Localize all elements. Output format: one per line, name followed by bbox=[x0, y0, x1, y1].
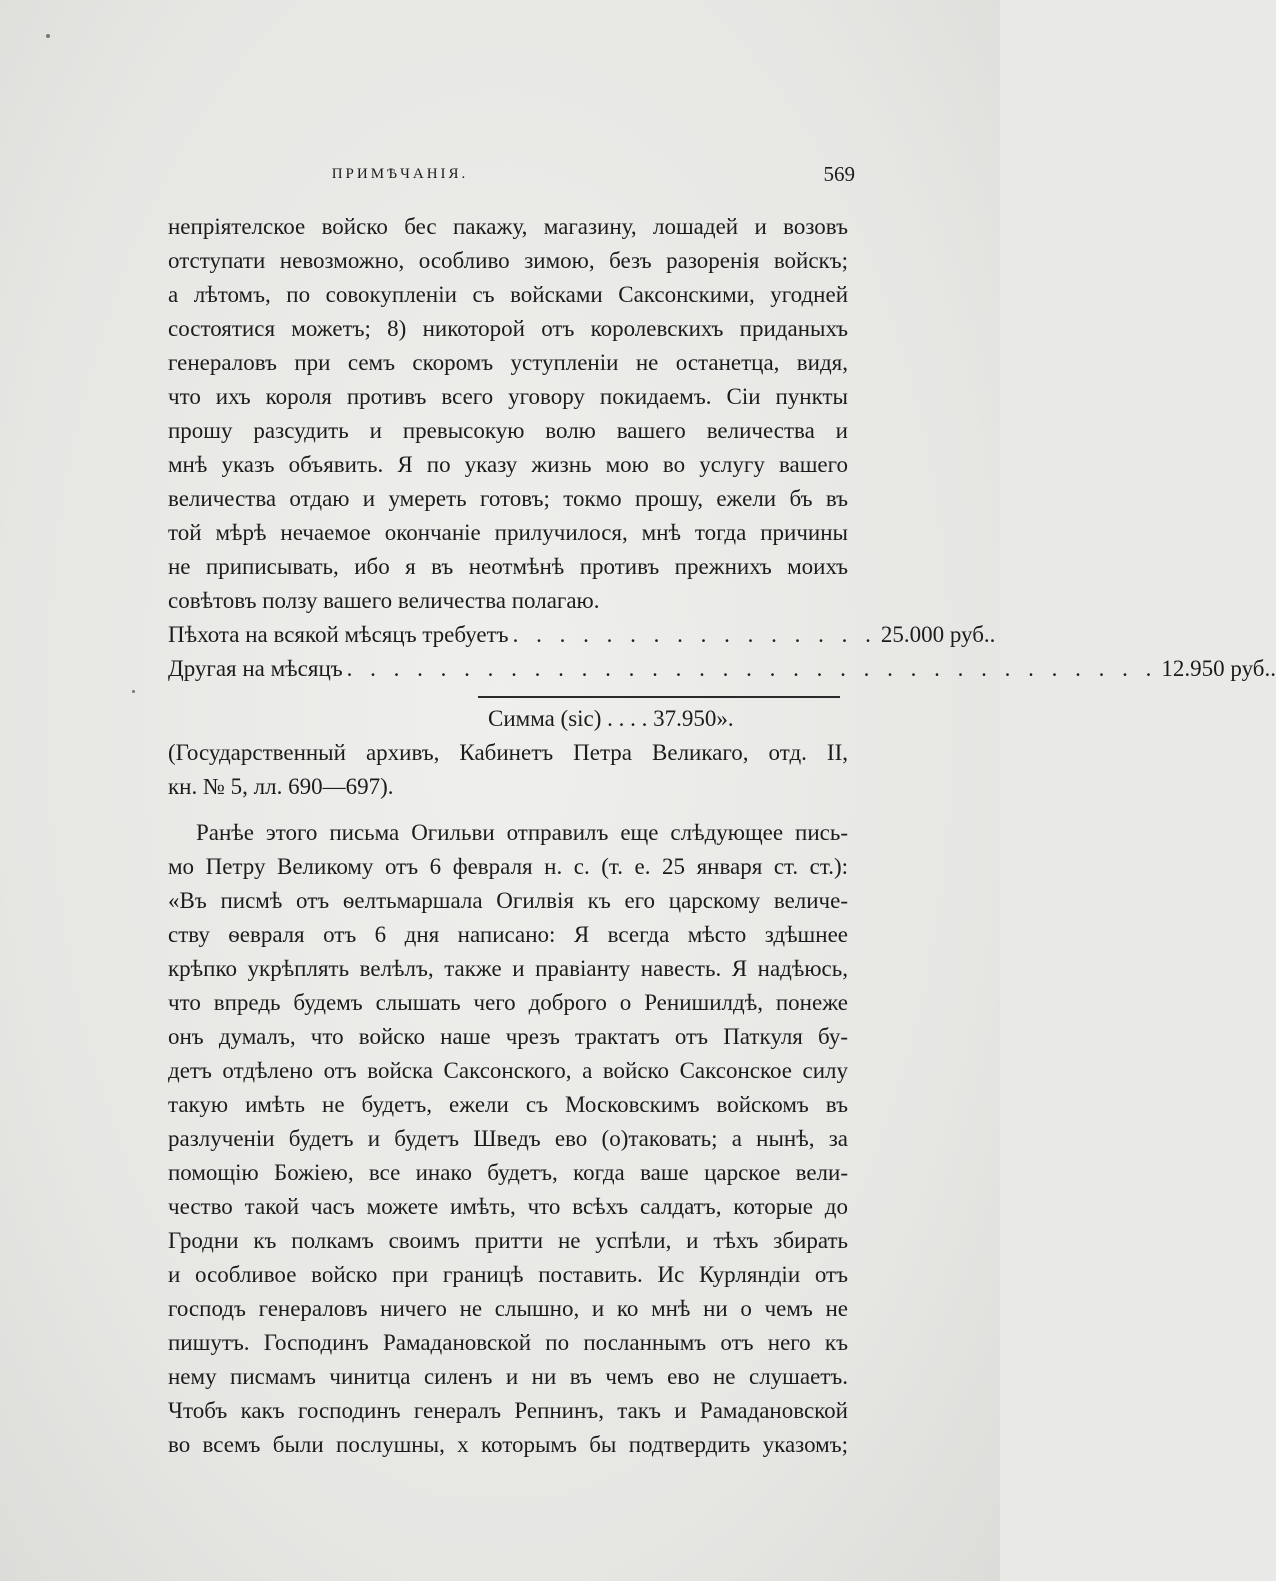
text-line: крѣпко укрѣплять велѣлъ, также и правіанту навесть. Я надѣюсь, bbox=[168, 956, 848, 981]
text-line: пишутъ. Господинъ Рамадановской по посланнымъ отъ него къ bbox=[168, 1330, 848, 1355]
text-line: отступати невозможно, особливо зимою, безъ разоренія войскъ; bbox=[168, 248, 848, 273]
leader-dots: . . . . . . . . . . . . . . . . . . . . . . . . . . . . . . . . . . . bbox=[346, 656, 1158, 681]
text-line: той мѣрѣ нечаемое окончаніе прилучилося, мнѣ тогда причины bbox=[168, 520, 848, 545]
text-line: онъ думалъ, что войско наше чрезъ трактатъ отъ Паткуля бу- bbox=[168, 1024, 848, 1049]
tally-label: Пѣхота на всякой мѣсяцъ требуетъ bbox=[168, 622, 509, 647]
running-head bbox=[175, 160, 855, 190]
text-line: разлученіи будетъ и будетъ Шведъ ево (о)таковать; а нынѣ, за bbox=[168, 1126, 848, 1151]
text-line: детъ отдѣлено отъ войска Саксонского, а войско Саксонское силу bbox=[168, 1058, 848, 1083]
archive-citation bbox=[168, 736, 848, 804]
text-line: совѣтовъ ползу вашего величества полагаю. bbox=[168, 588, 600, 613]
text-line: во всемъ были послушны, х которымъ бы подтвердить указомъ; bbox=[168, 1432, 848, 1457]
text-line: состоятися можетъ; 8) никоторой отъ королевскихъ приданыхъ bbox=[168, 316, 848, 341]
paragraph-2 bbox=[168, 816, 848, 1462]
paragraph-1 bbox=[168, 210, 848, 618]
leader-dots: . . . . . . . . . . . . . . . . bbox=[512, 622, 877, 647]
tally-row bbox=[168, 652, 1276, 686]
text-line: Гродни къ полкамъ своимъ притти не успѣли, и тѣхъ збирать bbox=[168, 1228, 848, 1253]
text-line: такую имѣть не будетъ, ежели съ Московскимъ войскомъ въ bbox=[168, 1092, 848, 1117]
text-line: мо Петру Великому отъ 6 февраля н. с. (т. е. 25 января ст. ст.): bbox=[168, 854, 848, 879]
text-line: генераловъ при семъ скоромъ уступленіи не останетца, видя, bbox=[168, 350, 848, 375]
text-line: Чтобъ какъ господинъ генералъ Репнинъ, такъ и Рамадановской bbox=[168, 1398, 848, 1423]
text-line: непріятелское войско бес пакажу, магазину, лошадей и возовъ bbox=[168, 214, 848, 239]
text-line: чество такой часъ можете имѣть, что всѣхъ салдатъ, которые до bbox=[168, 1194, 848, 1219]
text-line: «Въ писмѣ отъ ѳелтьмаршала Огилвія къ его царскому величе- bbox=[168, 888, 848, 913]
ink-speck bbox=[132, 690, 135, 693]
text-line: что впредь будемъ слышать чего доброго о Ренишилдѣ, понеже bbox=[168, 990, 848, 1015]
text-line: господъ генераловъ ничего не слышно, и ко мнѣ ни о чемъ не bbox=[168, 1296, 848, 1321]
tally-row bbox=[168, 618, 996, 652]
page-number: 569 bbox=[823, 162, 855, 186]
tally-amount: 12.950 руб.. bbox=[1161, 656, 1276, 681]
text-line: кн. № 5, лл. 690—697). bbox=[168, 774, 394, 799]
text-line: помощію Божіею, все инако будетъ, когда ваше царское вели- bbox=[168, 1160, 848, 1185]
text-line: и особливое войско при границѣ поставить. Ис Курляндіи отъ bbox=[168, 1262, 848, 1287]
body-text bbox=[168, 210, 1276, 1462]
tally-total: Симма (sic) . . . . 37.950». bbox=[488, 706, 734, 731]
text-line: не приписывать, ибо я въ неотмѣнѣ противъ прежнихъ моихъ bbox=[168, 554, 848, 579]
running-title bbox=[175, 166, 855, 183]
running-title-text: ПРИМѢЧАНІЯ. bbox=[331, 166, 469, 182]
tally-label: Другая на мѣсяцъ bbox=[168, 656, 343, 681]
text-line: а лѣтомъ, по совокупленіи съ войсками Саксонскими, угодней bbox=[168, 282, 848, 307]
text-line: нему писмамъ чинитца силенъ и ни въ чемъ ево не слушаетъ. bbox=[168, 1364, 848, 1389]
text-line: ству ѳеврaля отъ 6 дня написано: Я всегда мѣсто здѣшнее bbox=[168, 922, 848, 947]
ink-speck bbox=[46, 34, 50, 38]
tally-amount: 25.000 руб.. bbox=[880, 622, 996, 647]
text-line: величества отдаю и умереть готовъ; токмо прошу, ежели бъ въ bbox=[168, 486, 848, 511]
text-line: Ранѣе этого письма Огильви отправилъ еще слѣдующее пись- bbox=[196, 820, 848, 845]
text-line: мнѣ указъ объявить. Я по указу жизнь мою во услугу вашего bbox=[168, 452, 848, 477]
paragraph-gap bbox=[168, 804, 848, 816]
expense-tally bbox=[168, 618, 1276, 736]
text-line: прошу разсудить и превысокую волю вашего величества и bbox=[168, 418, 848, 443]
sum-rule bbox=[478, 696, 840, 698]
text-line: что ихъ короля противъ всего уговору покидаемъ. Сіи пункты bbox=[168, 384, 848, 409]
text-line: (Государственный архивъ, Кабинетъ Петра Великаго, отд. II, bbox=[168, 740, 848, 765]
